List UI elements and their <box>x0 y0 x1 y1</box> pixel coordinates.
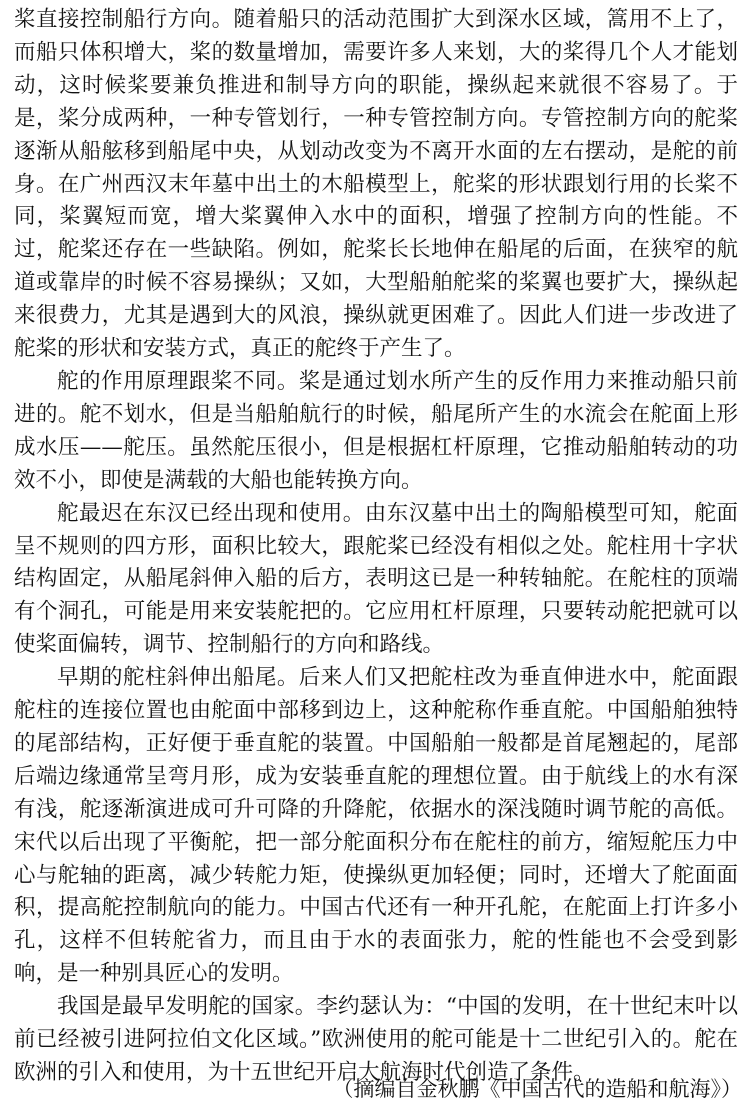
paragraph-5: 我国是最早发明舵的国家。李约瑟认为：“中国的发明，在十世纪末叶以前已经被引进阿拉伯文化区域。”欧洲使用的舵可能是十二世纪引入的。舵在欧洲的引入和使用，为十五世纪开启大航海时代创造了条件。 <box>14 994 738 1085</box>
source-citation: （摘编自金秋鹏《中国古代的造船和航海》） <box>332 1077 742 1101</box>
article-body <box>14 4 738 1090</box>
paragraph-4: 早期的舵柱斜伸出船尾。后来人们又把舵柱改为垂直伸进水中，舵面跟舵柱的连接位置也由舵面中部移到边上，这种舵称作垂直舵。中国船舶独特的尾部结构，正好便于垂直舵的装置。中国船舶一般都是首尾翘起的，尾部后端边缘通常呈弯月形，成为安装垂直舵的理想位置。由于航线上的水有深有浅，舵逐渐演进成可升可降的升降舵，依据水的深浅随时调节舵的高低。宋代以后出现了平衡舵，把一部分舵面积分布在舵柱的前方，缩短舵压力中心与舵轴的距离，减少转舵力矩，使操纵更加轻便；同时，还增大了舵面面积，提高舵控制航向的能力。中国古代还有一种开孔舵，在舵面上打许多小孔，这样不但转舵省力，而且由于水的表面张力，舵的性能也不会受到影响，是一种别具匠心的发明。 <box>14 665 738 987</box>
paragraph-1: 桨直接控制船行方向。随着船只的活动范围扩大到深水区域，篙用不上了，而船只体积增大，桨的数量增加，需要许多人来划，大的桨得几个人才能划动，这时候桨要兼负推进和制导方向的职能，操纵起来就很不容易了。于是，桨分成两种，一种专管划行，一种专管控制方向。专管控制方向的舵桨逐渐从船舷移到船尾中央，从划动改变为不离开水面的左右摆动，是舵的前身。在广州西汉末年墓中出土的木船模型上，舵桨的形状跟划行用的长桨不同，桨翼短而宽，增大桨翼伸入水中的面积，增强了控制方向的性能。不过，舵桨还存在一些缺陷。例如，舵桨长长地伸在船尾的后面，在狭窄的航道或靠岸的时候不容易操纵；又如，大型船舶舵桨的桨翼也要扩大，操纵起来很费力，尤其是遇到大的风浪，操纵就更困难了。因此人们进一步改进了舵桨的形状和安装方式，真正的舵终于产生了。 <box>14 7 738 362</box>
paragraph-3: 舵最迟在东汉已经出现和使用。由东汉墓中出土的陶船模型可知，舵面呈不规则的四方形，面积比较大，跟舵桨已经没有相似之处。舵柱用十字状结构固定，从船尾斜伸入船的后方，表明这已是一种转轴舵。在舵柱的顶端有个洞孔，可能是用来安装舵把的。它应用杠杆原理，只要转动舵把就可以使桨面偏转，调节、控制船行的方向和路线。 <box>14 500 738 658</box>
paragraph-2: 舵的作用原理跟桨不同。桨是通过划水所产生的反作用力来推动船只前进的。舵不划水，但是当船舶航行的时候，船尾所产生的水流会在舵面上形成水压——舵压。虽然舵压很小，但是根据杠杆原理，它推动船舶转动的功效不小，即使是满载的大船也能转换方向。 <box>14 368 738 493</box>
